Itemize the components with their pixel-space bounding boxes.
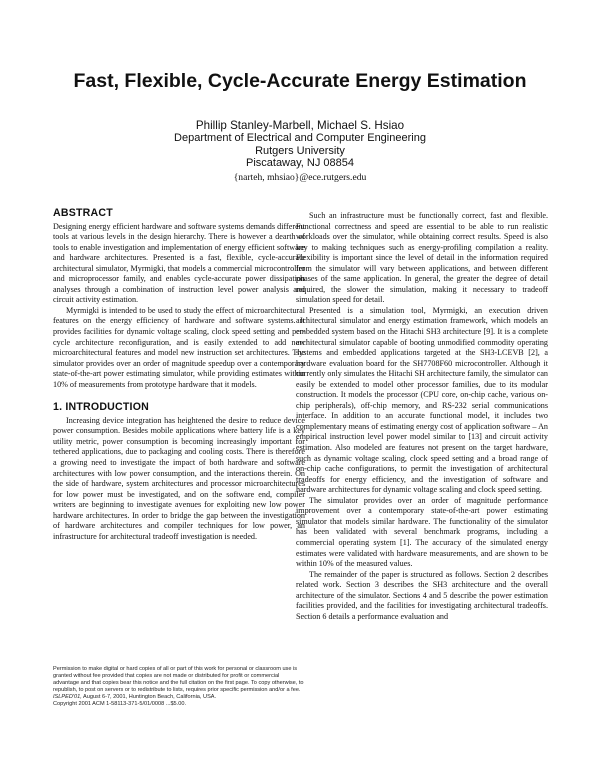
affiliation-line: Department of Electrical and Computer Engineering xyxy=(174,132,426,145)
permission-notice: Permission to make digital or hard copies of all or part of this work for personal or classroom use is granted without fee provided that copies are not made or distributed for profit or commercial advantage and that copies bear this notice and the full citation on the first page. To copy otherwise, to republish, to post on servers or to redistribute to lists, requires prior specific permission and/or a fee. xyxy=(53,666,304,694)
introduction-heading: 1. INTRODUCTION xyxy=(53,401,149,414)
abstract-heading: ABSTRACT xyxy=(53,207,113,219)
affiliation-line: Piscataway, NJ 08854 xyxy=(245,157,355,170)
body-paragraph: Presented is a simulation tool, Myrmigki, an execution driven architectural simulator and energy estimation framework, which models an embedded system based on the Hitachi SH3 architecture [9]. It is a complete architectural simulator capable of booting unmodified commodity operating systems and embedded applications targeted at the SH3-LCEVB [2], a hardware evaluation board for the SH7708F60 microcontroller. Although it currently only simulates the Hitachi SH architecture family, the simulator can easily be extended to model other processor families, due to its modular construction. It models the processor (CPU core, on-chip cache, various on-chip peripherals), off-chip memory, and RS-232 serial communications interface. In addition to an accurate functional model, it includes two complementary means of estimating energy cost of application software – An empirical instruction level power model similar to [13] and circuit activity estimation. Also modeled are features not present on the target hardware, such as dynamic voltage scaling, clock speed setting and a broad range of on-chip cache configurations, to permit the investigation of architectural tradeoffs for energy efficiency, and the investigation of software and hardware architectures for dynamic voltage scaling and clock speed setting. xyxy=(296,305,548,495)
body-paragraph: Such an infrastructure must be functionally correct, fast and flexible. Functional correctness and speed are essential to be able to run realistic workloads over the simulator, while obtaining correct results. Speed is also key to making techniques such as energy-profiling compilation a reality. Flexibility is important since the level of detail in the information required from the simulator will vary between applications, and between different phases of the same application. In general, the greater the degree of detail required, the slower the simulation, making it necessary to tradeoff simulation speed for detail. xyxy=(296,211,548,305)
author-block xyxy=(0,120,600,184)
right-column xyxy=(296,211,548,622)
permission-footnote xyxy=(53,666,305,709)
venue-line xyxy=(53,694,305,701)
affiliation-line: Rutgers University xyxy=(255,144,345,157)
left-column xyxy=(53,208,305,542)
body-paragraph: The remainder of the paper is structured as follows. Section 2 describes related work. Section 3 describes the SH3 architecture and the overall architecture of the simulator. Sections 4 and 5 describe the power estimation facilities provided, and the facilities for investigating architectural tradeoffs. Section 6 details a performance evaluation and xyxy=(296,569,548,621)
abstract-paragraph: Designing energy efficient hardware and software systems demands different tools at various levels in the design hierarchy. There is however a dearth of tools to enable investigation and implementation of energy efficient software and hardware architectures. Presented is a fast, flexible, cycle-accurate architectural simulator, Myrmigki, that models a commercial microcontroller and microprocessor family, and enables cycle-accurate power dissipation analyses through a combination of instruction level power analysis and circuit activity estimation. xyxy=(53,221,305,305)
introduction-paragraph: Increasing device integration has heightened the desire to reduce device power consumption. Besides mobile applications where battery life is a key utility metric, power consumption is becoming increasingly important for tethered applications, due to packaging and cooling costs. There is therefore a growing need to investigate the impact of both hardware and software architectures with low power consumption, and the interactions therein. On the side of hardware, system architectures and processor microarchitectures for low power must be investigated, and on the software end, compiler writers are beginning to investigate avenues for exploiting new low power hardware architectures. In order to bridge the gap between the investigation of hardware architectures and compiler techniques for low power, an infrastructure for architectural tradeoff investigation is needed. xyxy=(53,415,305,541)
venue-details: August 6-7, 2001, Huntington Beach, California, USA. xyxy=(81,694,217,701)
body-paragraph: The simulator provides over an order of magnitude performance improvement over a contemporary state-of-the-art power estimating simulator that models similar hardware. The functionality of the simulator has been validated with several benchmark programs, including a commercial operating system [1]. The accuracy of the simulated energy estimates were validated with hardware measurements, and are shown to be within 10% of the measured values. xyxy=(296,495,548,569)
author-names: Phillip Stanley-Marbell, Michael S. Hsiao xyxy=(195,119,405,132)
paper-title: Fast, Flexible, Cycle-Accurate Energy Estimation xyxy=(73,70,527,92)
venue-name: ISLPED'01, xyxy=(53,694,82,701)
author-email: {narteh, mhsiao}@ece.rutgers.edu xyxy=(233,171,367,183)
abstract-paragraph: Myrmigki is intended to be used to study the effect of microarchitectural features on the energy efficiency of hardware and software systems. It provides facilities for dynamic voltage scaling, clock speed setting and per-cycle architecture reconfiguration, and is easily extended to add new microarchitectural features and model new instruction set architectures. The simulator provides over an order of magnitude speedup over a contemporary state-of-the-art power estimating simulator, while providing estimates within 10% of measurements from prototype hardware that it models. xyxy=(53,305,305,389)
copyright-line: Copyright 2001 ACM 1-58113-371-5/01/0008 ...$5.00. xyxy=(53,701,186,708)
